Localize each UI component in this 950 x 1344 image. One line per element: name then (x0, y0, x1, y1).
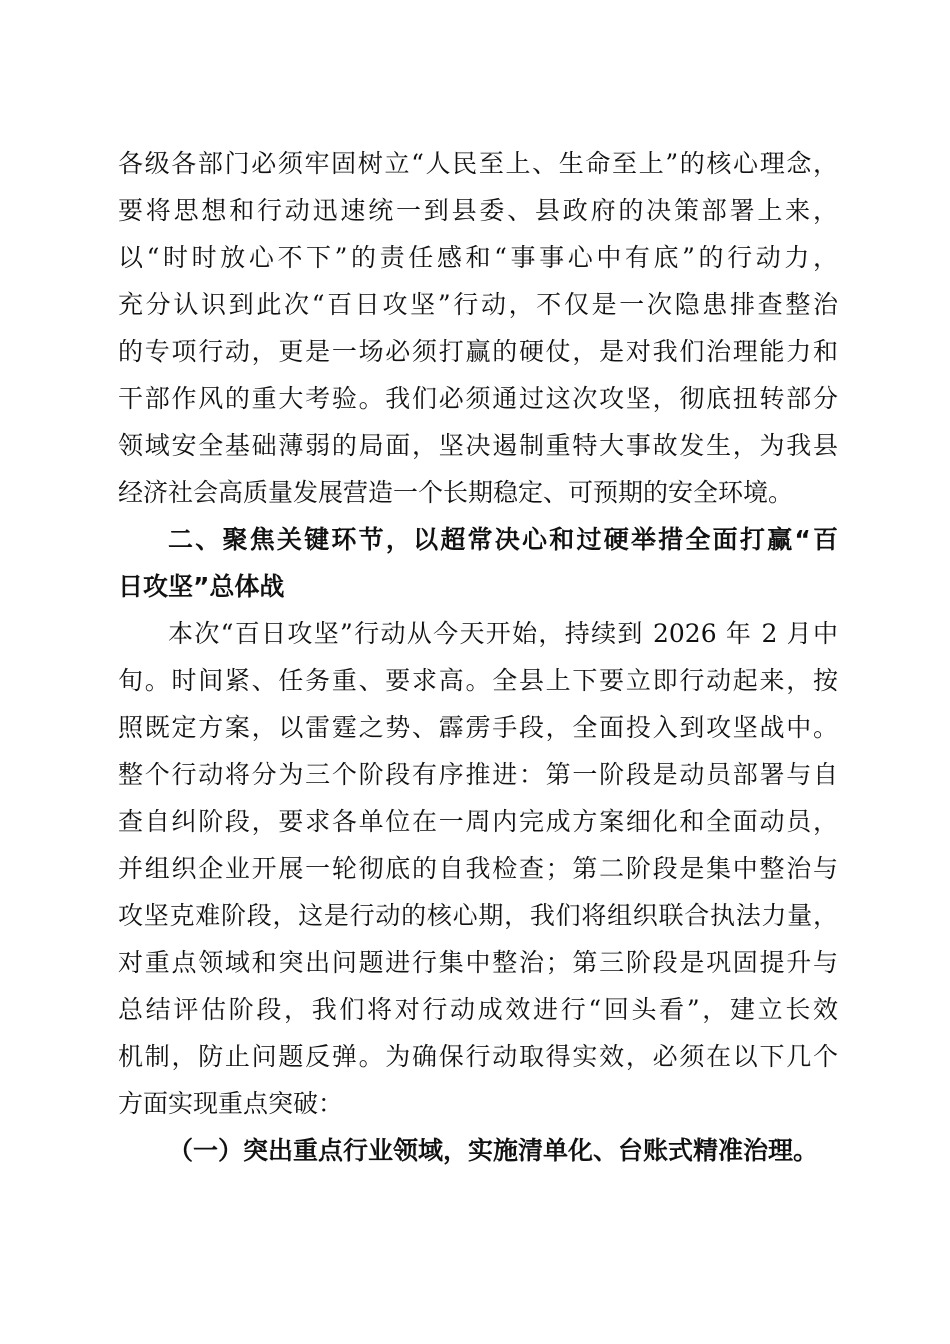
paragraph-line: 方面实现重点突破： (118, 1089, 344, 1118)
heading-line: 二、聚焦关键环节，以超常决心和过硬举措全面打赢“百 (168, 525, 838, 554)
paragraph-line: 经济社会高质量发展营造一个长期稳定、可预期的安全环境。 (118, 478, 794, 507)
paragraph-line: 照既定方案，以雷霆之势、霹雳手段，全面投入到攻坚战中。 (118, 713, 838, 742)
paragraph-line: 各级各部门必须牢固树立“人民至上、生命至上”的核心理念， (118, 149, 838, 178)
paragraph-line: 充分认识到此次“百日攻坚”行动，不仅是一次隐患排查整治 (118, 290, 838, 319)
paragraph-line: 攻坚克难阶段，这是行动的核心期，我们将组织联合执法力量， (118, 901, 838, 930)
paragraph-line: 整个行动将分为三个阶段有序推进：第一阶段是动员部署与自 (118, 760, 838, 789)
paragraph-line: 对重点领域和突出问题进行集中整治；第三阶段是巩固提升与 (118, 948, 838, 977)
paragraph-line: 并组织企业开展一轮彻底的自我检查；第二阶段是集中整治与 (118, 854, 838, 883)
paragraph-line: 本次“百日攻坚”行动从今天开始，持续到 2026 年 2 月中 (168, 619, 838, 648)
paragraph-line: 领域安全基础薄弱的局面，坚决遏制重特大事故发生，为我县 (118, 431, 838, 460)
paragraph-line: 机制，防止问题反弹。为确保行动取得实效，必须在以下几个 (118, 1042, 838, 1071)
paragraph-line: 以“时时放心不下”的责任感和“事事心中有底”的行动力， (118, 243, 838, 272)
paragraph-line: 旬。时间紧、任务重、要求高。全县上下要立即行动起来，按 (118, 666, 838, 695)
subheading-1: （一）突出重点行业领域，实施清单化、台账式精准治理。 (168, 1136, 819, 1165)
paragraph-line: 干部作风的重大考验。我们必须通过这次攻坚，彻底扭转部分 (118, 384, 838, 413)
paragraph-line: 的专项行动，更是一场必须打赢的硬仗，是对我们治理能力和 (118, 337, 838, 366)
heading-line: 日攻坚”总体战 (118, 572, 285, 601)
paragraph-line: 要将思想和行动迅速统一到县委、县政府的决策部署上来， (118, 196, 838, 225)
paragraph-line: 总结评估阶段，我们将对行动成效进行“回头看”，建立长效 (118, 995, 838, 1024)
paragraph-line: 查自纠阶段，要求各单位在一周内完成方案细化和全面动员， (118, 807, 838, 836)
